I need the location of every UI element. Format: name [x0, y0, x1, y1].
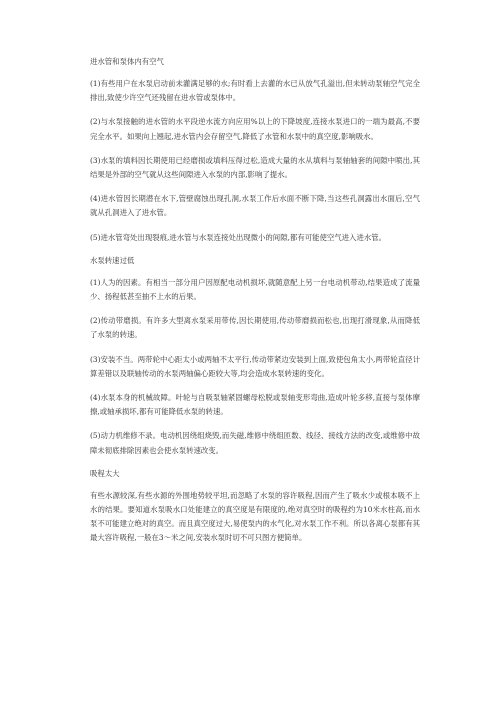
section-heading-suction-lift: 吸程太大: [90, 468, 120, 478]
paragraph: 有些水源较深,有些水源的外围地势较平坦,而忽略了水泵的容许吸程,因而产生了吸水少或根本吸不上水的结果。要知道水泵吸水口处能建立的真空度是有限度的,绝对真空时的吸程约为10米水柱高,而水泵不可能建立绝对的真空。而且真空度过大,易使泵内的水气化,对水泵工作不利。所以各离心泵都有其最大容许吸程,一般在3～米之间,安装水泵时切不可只图方便简单。: [90, 490, 420, 543]
paragraph: (1)人为的因素。有相当一部分用户因原配电动机损坏,就随意配上另一台电动机带动,结果造成了流量少、扬程低甚至抽不上水的后果。: [90, 277, 420, 302]
paragraph: (1)有些用户在水泵启动前未灌满足够的水;有时看上去灌的水已从放气孔溢出,但未转动泵轴空气完全排出,致使少许空气还残留在进水管或泵体中。: [90, 79, 420, 103]
paragraph: (3)安装不当。两带轮中心距太小或两轴不太平行,传动带紧边安装到上面,致使包角太小,两带轮直径计算差错以及联轴传动的水泵两轴偏心距较大等,均会造成水泵转速的变化。: [90, 354, 420, 378]
section-heading-air-in-pipe: 进水管和泵体内有空气: [90, 57, 164, 66]
section-heading-low-speed: 水泵转速过低: [90, 255, 135, 265]
paragraph: (5)进水管弯处出现裂痕,进水管与水泵连接处出现微小的间隙,都有可能使空气进入进水管。: [90, 232, 387, 242]
document-body: [90, 56, 420, 556]
paragraph: (3)水泵的填料因长期使用已经磨损或填料压得过松,造成大量的水从填料与泵轴轴套的间隙中喷出,其结果是外部的空气就从这些间隙进入水泵的内部,影响了提水。: [90, 155, 421, 180]
paragraph: (4)水泵本身的机械故障。叶轮与自吸泵轴紧固螺母松脱或泵轴变形弯曲,造成叶轮多移,直接与泵体摩擦,或轴承损坏,都有可能降低水泵的转速。: [90, 393, 420, 417]
paragraph: (2)传动带磨损。有许多大型离水泵采用带传,因长期使用,传动带磨损而松也,出现打滑现象,从而降低了水泵的转速。: [90, 316, 420, 340]
paragraph: (2)与水泵接触的进水管的水平段逆水流方向应用%以上的下降坡度,连接水泵进口的一端为最高,不要完全水平。如果向上翘起,进水管内会存留空气,降低了水管和水泵中的真空度,影响吸水。: [90, 117, 420, 141]
paragraph: (5)动力机维修不录。电动机因绕组烧毁,而失磁,维修中绕组匝数、线径、接线方法的改变,或维修中故障未彻底排除因素也会使水泵转速改变。: [90, 431, 420, 455]
paragraph: (4)进水管因长期潜在水下,管壁腐蚀出现孔洞,水泵工作后水面不断下降,当这些孔洞露出水面后,空气就从孔洞进入了进水管。: [90, 194, 420, 218]
